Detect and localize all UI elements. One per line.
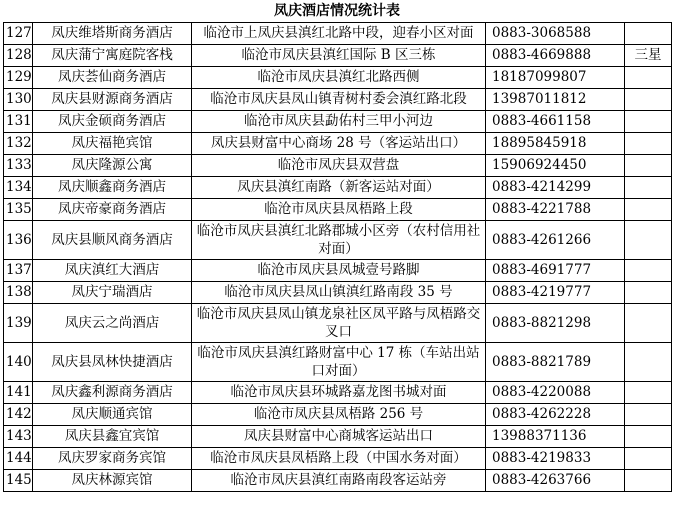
row-number: 127 (4, 23, 33, 45)
row-number: 135 (4, 199, 33, 221)
table-row (4, 155, 672, 177)
hotel-phone: 0883-4262228 (486, 404, 625, 426)
hotel-star-rating (625, 382, 672, 404)
hotel-address: 临沧市凤庆县凤城壹号路脚 (192, 260, 486, 282)
hotel-star-rating (625, 448, 672, 470)
table-row (4, 382, 672, 404)
row-number: 130 (4, 89, 33, 111)
hotel-address: 临沧市凤庆县凤山镇青树村委会滇红路北段 (192, 89, 486, 111)
hotel-name: 凤庆帝豪商务酒店 (33, 199, 192, 221)
hotel-address: 临沧市凤庆县凤山镇滇红路南段 35 号 (192, 282, 486, 304)
hotel-name: 凤庆隆源公寓 (33, 155, 192, 177)
hotel-address: 临沧市凤庆县滇红路财富中心 17 栋（车站出站口对面） (192, 343, 486, 382)
row-number: 134 (4, 177, 33, 199)
hotel-star-rating: 三星 (625, 45, 672, 67)
hotel-address: 凤庆县财富中心商城客运站出口 (192, 426, 486, 448)
hotel-star-rating (625, 177, 672, 199)
hotel-table (3, 22, 672, 492)
hotel-address: 凤庆县滇红南路（新客运站对面） (192, 177, 486, 199)
hotel-phone: 0883-4669888 (486, 45, 625, 67)
hotel-address: 凤庆县财富中心商场 28 号（客运站出口） (192, 133, 486, 155)
hotel-name: 凤庆顺通宾馆 (33, 404, 192, 426)
row-number: 129 (4, 67, 33, 89)
hotel-name: 凤庆林源宾馆 (33, 470, 192, 492)
hotel-star-rating (625, 343, 672, 382)
hotel-phone: 18187099807 (486, 67, 625, 89)
table-row (4, 282, 672, 304)
row-number: 133 (4, 155, 33, 177)
hotel-name: 凤庆罗家商务宾馆 (33, 448, 192, 470)
hotel-address: 临沧市凤庆县环城路嘉龙图书城对面 (192, 382, 486, 404)
hotel-star-rating (625, 111, 672, 133)
hotel-name: 凤庆县鑫宜宾馆 (33, 426, 192, 448)
hotel-name: 凤庆鑫利源商务酒店 (33, 382, 192, 404)
table-row (4, 133, 672, 155)
hotel-address: 临沧市凤庆县凤山镇龙泉社区凤平路与凤梧路交叉口 (192, 304, 486, 343)
table-row (4, 404, 672, 426)
hotel-star-rating (625, 89, 672, 111)
hotel-name: 凤庆维塔斯商务酒店 (33, 23, 192, 45)
row-number: 137 (4, 260, 33, 282)
hotel-phone: 0883-4661158 (486, 111, 625, 133)
hotel-star-rating (625, 221, 672, 260)
hotel-address: 临沧市上凤庆县滇红北路中段，迎春小区对面 (192, 23, 486, 45)
table-row (4, 177, 672, 199)
hotel-star-rating (625, 470, 672, 492)
hotel-star-rating (625, 199, 672, 221)
table-row (4, 470, 672, 492)
hotel-name: 凤庆金硕商务酒店 (33, 111, 192, 133)
hotel-phone: 13987011812 (486, 89, 625, 111)
hotel-phone: 0883-4214299 (486, 177, 625, 199)
table-row (4, 23, 672, 45)
table-row (4, 67, 672, 89)
hotel-address: 临沧市凤庆县滇红南路南段客运站旁 (192, 470, 486, 492)
hotel-name: 凤庆顺鑫商务酒店 (33, 177, 192, 199)
row-number: 128 (4, 45, 33, 67)
table-title: 凤庆酒店情况统计表 (274, 3, 400, 19)
hotel-phone: 0883-3068588 (486, 23, 625, 45)
row-number: 141 (4, 382, 33, 404)
row-number: 143 (4, 426, 33, 448)
table-row (4, 448, 672, 470)
hotel-table-body (4, 23, 672, 492)
hotel-phone: 0883-4691777 (486, 260, 625, 282)
hotel-name: 凤庆宁瑞酒店 (33, 282, 192, 304)
row-number: 131 (4, 111, 33, 133)
table-row (4, 304, 672, 343)
hotel-name: 凤庆云之尚酒店 (33, 304, 192, 343)
hotel-star-rating (625, 260, 672, 282)
hotel-name: 凤庆荟仙商务酒店 (33, 67, 192, 89)
hotel-phone: 0883-8821789 (486, 343, 625, 382)
hotel-phone: 0883-4221788 (486, 199, 625, 221)
hotel-phone: 0883-4219833 (486, 448, 625, 470)
hotel-phone: 0883-4261266 (486, 221, 625, 260)
table-row (4, 45, 672, 67)
row-number: 132 (4, 133, 33, 155)
table-row (4, 426, 672, 448)
hotel-address: 临沧市凤庆县滇红国际 B 区三栋 (192, 45, 486, 67)
row-number: 145 (4, 470, 33, 492)
hotel-phone: 13988371136 (486, 426, 625, 448)
hotel-star-rating (625, 23, 672, 45)
row-number: 142 (4, 404, 33, 426)
hotel-name: 凤庆蒲宁寓庭院客栈 (33, 45, 192, 67)
hotel-address: 临沧市凤庆县滇红北路西侧 (192, 67, 486, 89)
table-row (4, 343, 672, 382)
hotel-name: 凤庆县凤林快捷酒店 (33, 343, 192, 382)
row-number: 136 (4, 221, 33, 260)
hotel-phone: 0883-4220088 (486, 382, 625, 404)
hotel-phone: 15906924450 (486, 155, 625, 177)
hotel-address: 临沧市凤庆县凤梧路上段 (192, 199, 486, 221)
row-number: 138 (4, 282, 33, 304)
hotel-phone: 0883-4219777 (486, 282, 625, 304)
hotel-address: 临沧市凤庆县凤梧路 256 号 (192, 404, 486, 426)
table-row (4, 111, 672, 133)
hotel-star-rating (625, 304, 672, 343)
row-number: 144 (4, 448, 33, 470)
hotel-star-rating (625, 404, 672, 426)
table-row (4, 89, 672, 111)
row-number: 139 (4, 304, 33, 343)
hotel-name: 凤庆滇红大酒店 (33, 260, 192, 282)
table-row (4, 260, 672, 282)
row-number: 140 (4, 343, 33, 382)
table-row (4, 221, 672, 260)
hotel-phone: 18895845918 (486, 133, 625, 155)
hotel-phone: 0883-8821298 (486, 304, 625, 343)
hotel-name: 凤庆福艳宾馆 (33, 133, 192, 155)
hotel-name: 凤庆县顺风商务酒店 (33, 221, 192, 260)
hotel-address: 临沧市凤庆县滇红北路郡城小区旁（农村信用社对面） (192, 221, 486, 260)
hotel-address: 临沧市凤庆县凤梧路上段（中国水务对面） (192, 448, 486, 470)
hotel-star-rating (625, 133, 672, 155)
hotel-address: 临沧市凤庆县勐佑村三甲小河边 (192, 111, 486, 133)
table-row (4, 199, 672, 221)
hotel-phone: 0883-4263766 (486, 470, 625, 492)
hotel-star-rating (625, 67, 672, 89)
hotel-star-rating (625, 155, 672, 177)
hotel-name: 凤庆县财源商务酒店 (33, 89, 192, 111)
hotel-address: 临沧市凤庆县双营盘 (192, 155, 486, 177)
hotel-star-rating (625, 282, 672, 304)
hotel-star-rating (625, 426, 672, 448)
